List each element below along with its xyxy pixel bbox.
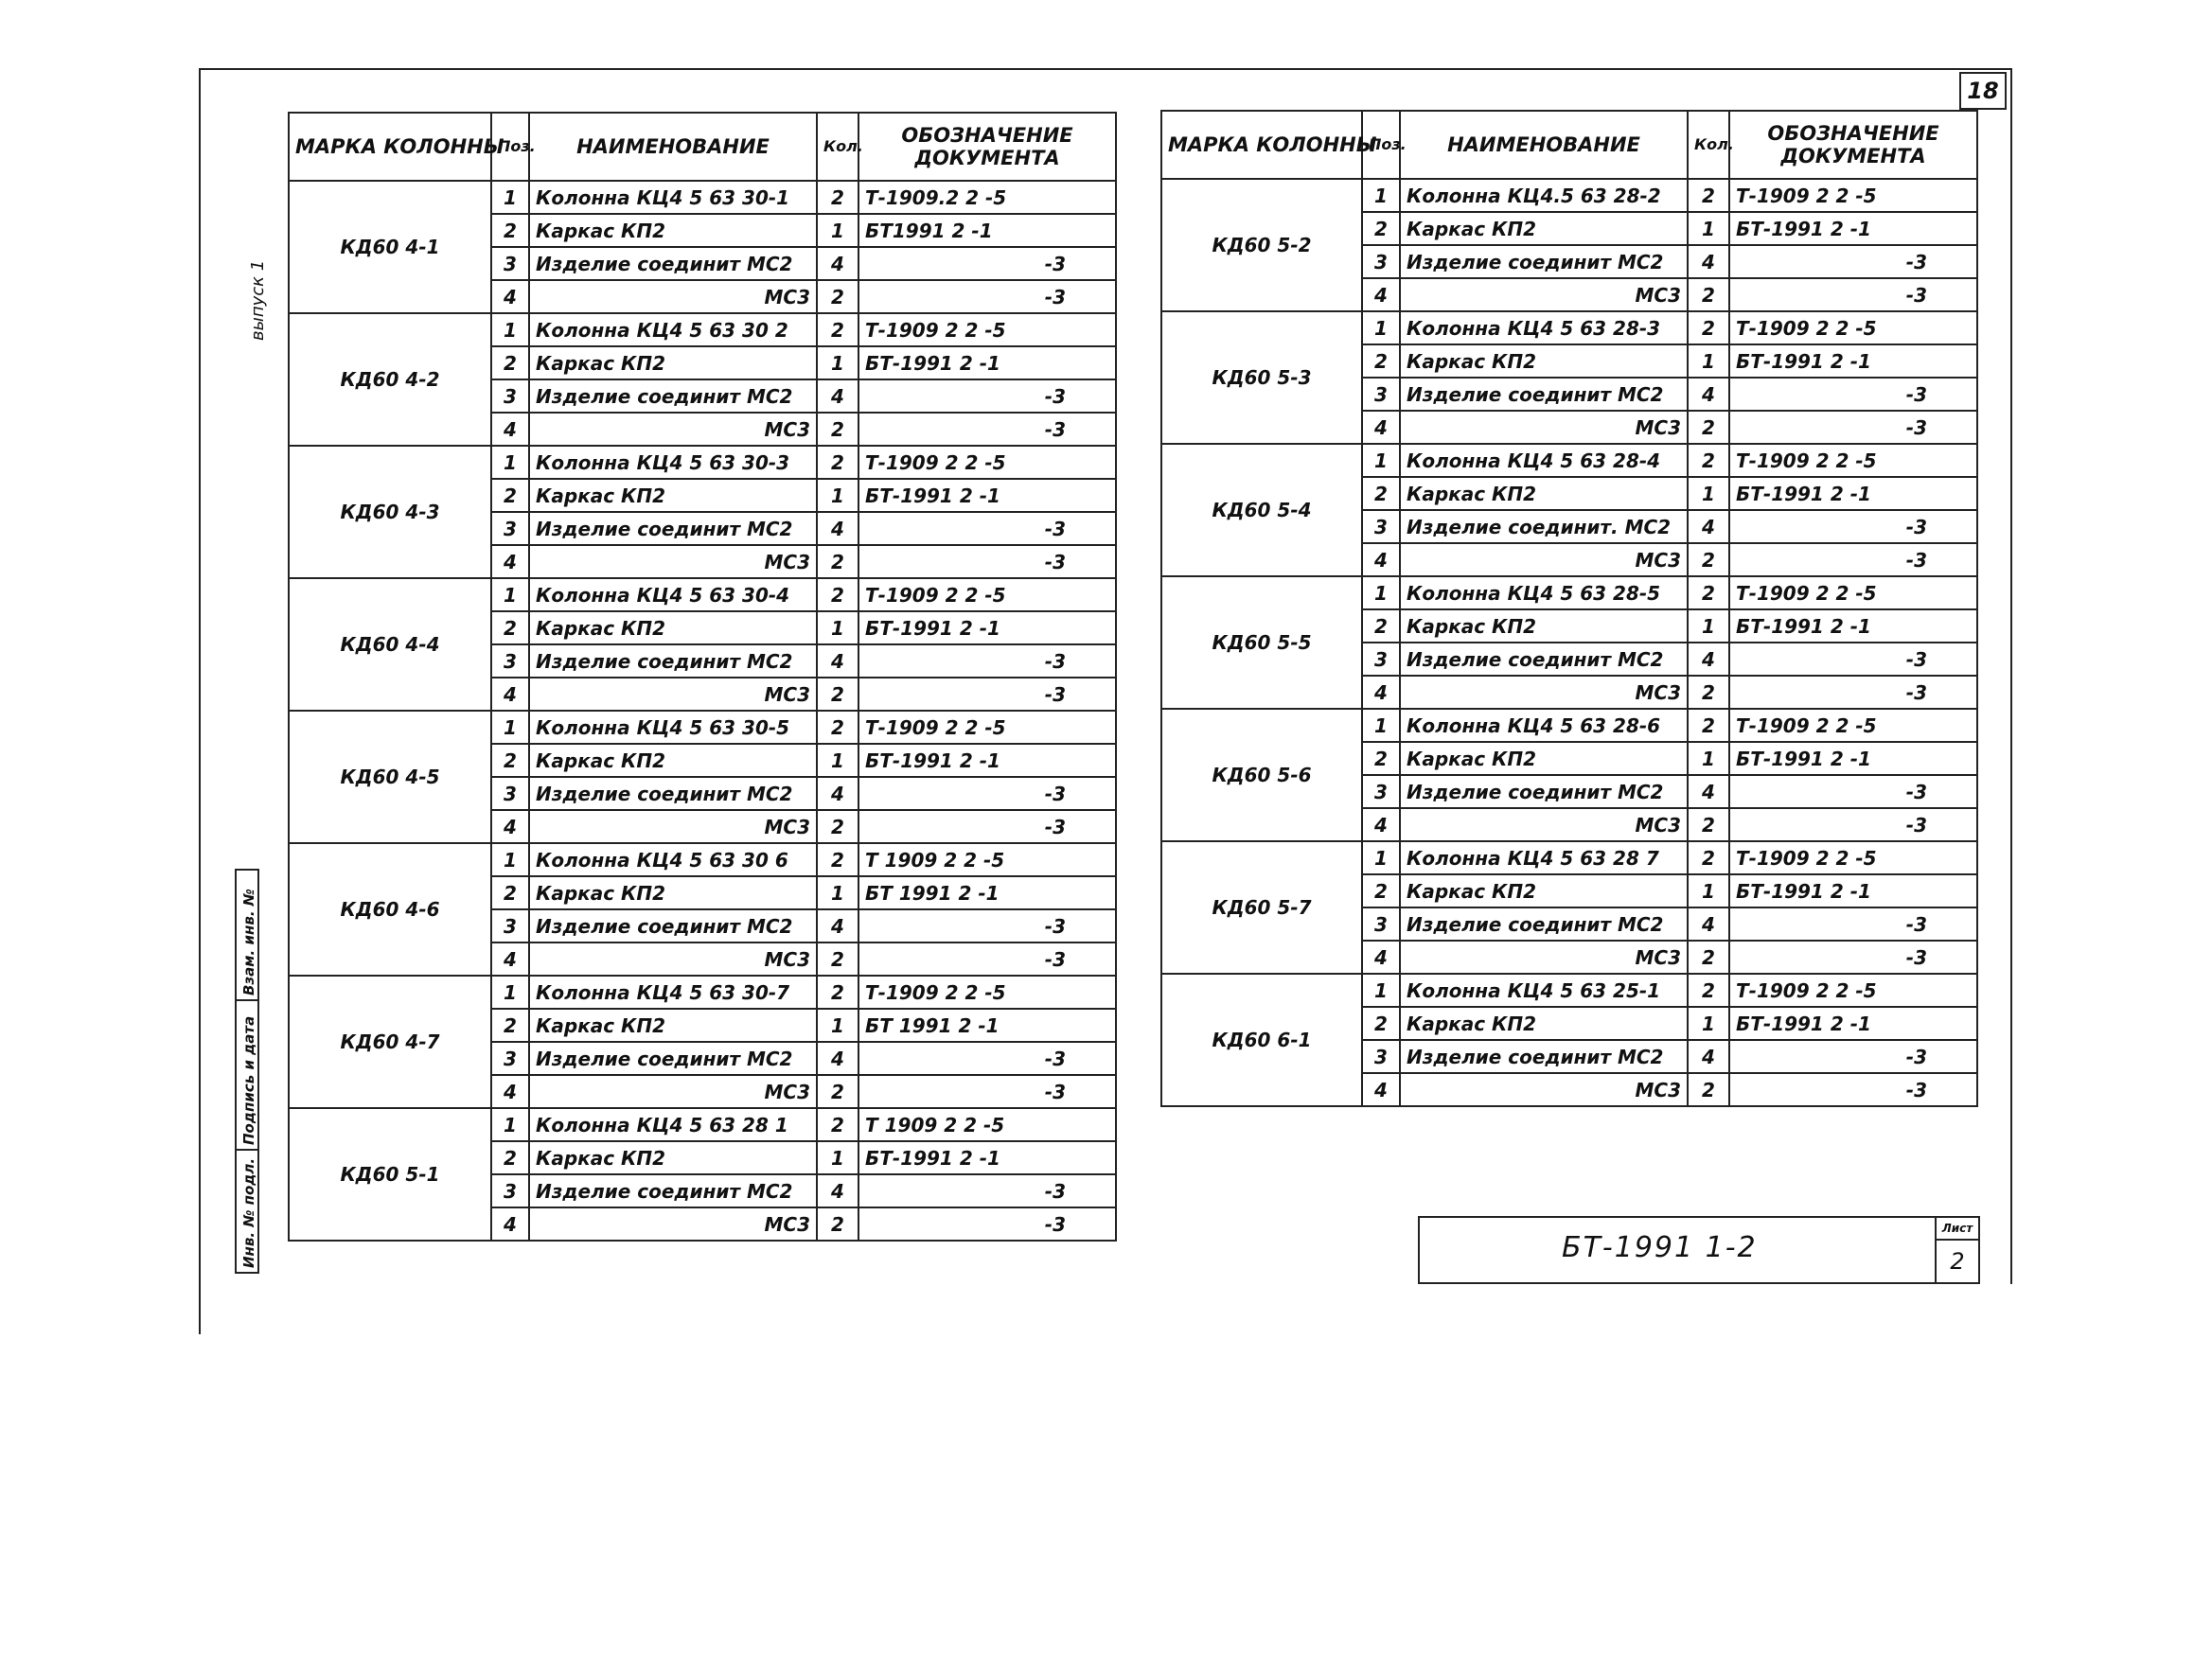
position-cell: 3 bbox=[491, 909, 529, 943]
position-cell: 2 bbox=[491, 214, 529, 247]
document-cell: -3 bbox=[858, 512, 1116, 545]
name-cell: Изделие соединит МС2 bbox=[529, 644, 817, 678]
position-cell: 4 bbox=[1362, 808, 1400, 841]
name-cell: МС3 bbox=[1400, 278, 1688, 311]
quantity-cell: 4 bbox=[1688, 775, 1729, 808]
quantity-cell: 1 bbox=[1688, 344, 1729, 378]
quantity-cell: 2 bbox=[817, 313, 858, 346]
quantity-cell: 2 bbox=[1688, 808, 1729, 841]
document-cell: -3 bbox=[1729, 543, 1977, 576]
quantity-cell: 2 bbox=[817, 181, 858, 214]
document-cell: -3 bbox=[1729, 941, 1977, 974]
document-cell: БТ 1991 2 -1 bbox=[858, 1009, 1116, 1042]
position-cell: 1 bbox=[491, 313, 529, 346]
quantity-cell: 2 bbox=[817, 578, 858, 611]
position-cell: 1 bbox=[1362, 576, 1400, 609]
name-cell: МС3 bbox=[1400, 411, 1688, 444]
quantity-cell: 1 bbox=[817, 744, 858, 777]
name-cell: Колонна КЦ4 5 63 30 6 bbox=[529, 843, 817, 876]
document-cell: -3 bbox=[858, 644, 1116, 678]
position-cell: 1 bbox=[491, 976, 529, 1009]
quantity-cell: 1 bbox=[817, 479, 858, 512]
table-row bbox=[289, 976, 1116, 1009]
position-cell: 2 bbox=[491, 1009, 529, 1042]
position-cell: 3 bbox=[1362, 1040, 1400, 1073]
quantity-cell: 4 bbox=[1688, 510, 1729, 543]
document-cell: -3 bbox=[858, 1207, 1116, 1241]
header-pos: Поз. bbox=[491, 113, 529, 181]
quantity-cell: 2 bbox=[817, 810, 858, 843]
position-cell: 2 bbox=[491, 611, 529, 644]
header-doc: ОБОЗНАЧЕНИЕ ДОКУМЕНТА bbox=[858, 113, 1116, 181]
table-row bbox=[289, 181, 1116, 214]
quantity-cell: 2 bbox=[817, 1075, 858, 1108]
stamp-cell-signature bbox=[235, 999, 259, 1151]
document-cell: -3 bbox=[1729, 775, 1977, 808]
stamp-text: Взам. инв. № bbox=[240, 889, 257, 995]
table-header-row bbox=[289, 113, 1116, 181]
name-cell: МС3 bbox=[1400, 676, 1688, 709]
document-cell: БТ-1991 2 -1 bbox=[1729, 212, 1977, 245]
position-cell: 1 bbox=[491, 578, 529, 611]
document-cell: БТ-1991 2 -1 bbox=[1729, 609, 1977, 643]
column-mark: КД60 4-7 bbox=[289, 976, 491, 1108]
quantity-cell: 2 bbox=[1688, 411, 1729, 444]
quantity-cell: 4 bbox=[817, 909, 858, 943]
quantity-cell: 2 bbox=[817, 843, 858, 876]
position-cell: 2 bbox=[491, 346, 529, 379]
table-row bbox=[289, 711, 1116, 744]
name-cell: Изделие соединит МС2 bbox=[1400, 907, 1688, 941]
header-mark: МАРКА КОЛОННЫ bbox=[289, 113, 491, 181]
quantity-cell: 4 bbox=[1688, 245, 1729, 278]
quantity-cell: 4 bbox=[817, 644, 858, 678]
document-cell: Т-1909 2 2 -5 bbox=[1729, 311, 1977, 344]
document-code: БТ-1991 1-2 bbox=[1562, 1231, 1758, 1264]
table-row bbox=[1161, 311, 1977, 344]
name-cell: Колонна КЦ4 5 63 28-6 bbox=[1400, 709, 1688, 742]
document-cell: Т-1909 2 2 -5 bbox=[1729, 444, 1977, 477]
column-mark: КД60 5-4 bbox=[1161, 444, 1362, 576]
position-cell: 4 bbox=[1362, 278, 1400, 311]
document-cell: -3 bbox=[858, 909, 1116, 943]
sheet-number: 2 bbox=[1935, 1241, 1978, 1282]
spec-table-left bbox=[288, 112, 1117, 1242]
name-cell: Колонна КЦ4.5 63 28-2 bbox=[1400, 179, 1688, 212]
name-cell: Колонна КЦ4 5 63 28 7 bbox=[1400, 841, 1688, 874]
document-cell: -3 bbox=[858, 280, 1116, 313]
column-mark: КД60 6-1 bbox=[1161, 974, 1362, 1106]
name-cell: Колонна КЦ4 5 63 30 2 bbox=[529, 313, 817, 346]
document-cell: -3 bbox=[858, 413, 1116, 446]
header-qty: Кол. bbox=[1688, 111, 1729, 179]
table-row bbox=[289, 843, 1116, 876]
name-cell: Колонна КЦ4 5 63 28 1 bbox=[529, 1108, 817, 1141]
name-cell: МС3 bbox=[1400, 941, 1688, 974]
quantity-cell: 4 bbox=[1688, 643, 1729, 676]
document-cell: БТ-1991 2 -1 bbox=[858, 1141, 1116, 1174]
document-cell: -3 bbox=[1729, 278, 1977, 311]
position-cell: 3 bbox=[1362, 510, 1400, 543]
position-cell: 2 bbox=[1362, 742, 1400, 775]
quantity-cell: 2 bbox=[817, 943, 858, 976]
frame-edge-line bbox=[199, 1282, 201, 1334]
document-cell: Т-1909 2 2 -5 bbox=[1729, 179, 1977, 212]
position-cell: 3 bbox=[491, 247, 529, 280]
document-cell: БТ-1991 2 -1 bbox=[858, 611, 1116, 644]
quantity-cell: 1 bbox=[817, 876, 858, 909]
name-cell: МС3 bbox=[1400, 543, 1688, 576]
column-mark: КД60 5-7 bbox=[1161, 841, 1362, 974]
document-cell: Т-1909 2 2 -5 bbox=[1729, 709, 1977, 742]
column-mark: КД60 4-3 bbox=[289, 446, 491, 578]
name-cell: Каркас КП2 bbox=[1400, 742, 1688, 775]
quantity-cell: 2 bbox=[1688, 278, 1729, 311]
name-cell: Каркас КП2 bbox=[529, 611, 817, 644]
name-cell: Изделие соединит МС2 bbox=[1400, 775, 1688, 808]
quantity-cell: 4 bbox=[817, 379, 858, 413]
name-cell: МС3 bbox=[529, 1075, 817, 1108]
quantity-cell: 1 bbox=[1688, 477, 1729, 510]
document-cell: БТ-1991 2 -1 bbox=[858, 346, 1116, 379]
table-header-row bbox=[1161, 111, 1977, 179]
position-cell: 1 bbox=[1362, 709, 1400, 742]
table-row bbox=[289, 578, 1116, 611]
quantity-cell: 2 bbox=[817, 1108, 858, 1141]
position-cell: 1 bbox=[1362, 841, 1400, 874]
position-cell: 1 bbox=[1362, 179, 1400, 212]
header-doc: ОБОЗНАЧЕНИЕ ДОКУМЕНТА bbox=[1729, 111, 1977, 179]
quantity-cell: 4 bbox=[1688, 1040, 1729, 1073]
stamp-text: Подпись и дата bbox=[240, 1015, 257, 1145]
document-cell: -3 bbox=[858, 247, 1116, 280]
name-cell: Колонна КЦ4 5 63 28-5 bbox=[1400, 576, 1688, 609]
name-cell: Каркас КП2 bbox=[1400, 609, 1688, 643]
quantity-cell: 1 bbox=[1688, 874, 1729, 907]
position-cell: 1 bbox=[1362, 311, 1400, 344]
page-number: 18 bbox=[1959, 72, 2007, 110]
position-cell: 4 bbox=[491, 1207, 529, 1241]
quantity-cell: 2 bbox=[1688, 444, 1729, 477]
position-cell: 1 bbox=[491, 843, 529, 876]
position-cell: 1 bbox=[491, 711, 529, 744]
name-cell: Изделие соединит МС2 bbox=[529, 379, 817, 413]
quantity-cell: 2 bbox=[1688, 841, 1729, 874]
quantity-cell: 4 bbox=[817, 1174, 858, 1207]
position-cell: 3 bbox=[491, 644, 529, 678]
name-cell: Каркас КП2 bbox=[1400, 344, 1688, 378]
name-cell: Изделие соединит МС2 bbox=[1400, 1040, 1688, 1073]
document-cell: -3 bbox=[858, 1042, 1116, 1075]
document-cell: Т-1909 2 2 -5 bbox=[858, 711, 1116, 744]
quantity-cell: 2 bbox=[1688, 576, 1729, 609]
table-row bbox=[289, 1108, 1116, 1141]
document-cell: Т-1909 2 2 -5 bbox=[858, 976, 1116, 1009]
position-cell: 4 bbox=[491, 413, 529, 446]
document-cell: БТ-1991 2 -1 bbox=[858, 479, 1116, 512]
position-cell: 1 bbox=[491, 181, 529, 214]
position-cell: 3 bbox=[491, 1042, 529, 1075]
position-cell: 2 bbox=[491, 1141, 529, 1174]
name-cell: Каркас КП2 bbox=[529, 1141, 817, 1174]
document-cell: БТ-1991 2 -1 bbox=[1729, 742, 1977, 775]
name-cell: Изделие соединит МС2 bbox=[1400, 378, 1688, 411]
position-cell: 4 bbox=[491, 810, 529, 843]
position-cell: 3 bbox=[491, 379, 529, 413]
position-cell: 2 bbox=[1362, 1007, 1400, 1040]
position-cell: 4 bbox=[491, 1075, 529, 1108]
issue-label: выпуск 1 bbox=[248, 259, 268, 341]
position-cell: 4 bbox=[1362, 941, 1400, 974]
column-mark: КД60 5-3 bbox=[1161, 311, 1362, 444]
table-row bbox=[1161, 576, 1977, 609]
name-cell: МС3 bbox=[1400, 808, 1688, 841]
quantity-cell: 2 bbox=[817, 413, 858, 446]
position-cell: 2 bbox=[1362, 477, 1400, 510]
position-cell: 3 bbox=[1362, 775, 1400, 808]
document-cell: -3 bbox=[858, 777, 1116, 810]
document-cell: -3 bbox=[858, 1075, 1116, 1108]
name-cell: Изделие соединит МС2 bbox=[529, 512, 817, 545]
name-cell: Каркас КП2 bbox=[1400, 874, 1688, 907]
position-cell: 3 bbox=[1362, 643, 1400, 676]
position-cell: 3 bbox=[1362, 245, 1400, 278]
quantity-cell: 1 bbox=[817, 346, 858, 379]
quantity-cell: 2 bbox=[1688, 676, 1729, 709]
document-cell: -3 bbox=[858, 810, 1116, 843]
quantity-cell: 4 bbox=[817, 512, 858, 545]
position-cell: 2 bbox=[1362, 609, 1400, 643]
document-cell: -3 bbox=[858, 943, 1116, 976]
quantity-cell: 1 bbox=[1688, 212, 1729, 245]
position-cell: 3 bbox=[491, 512, 529, 545]
quantity-cell: 2 bbox=[1688, 311, 1729, 344]
name-cell: Изделие соединит МС2 bbox=[1400, 643, 1688, 676]
header-mark: МАРКА КОЛОННЫ bbox=[1161, 111, 1362, 179]
document-cell: -3 bbox=[1729, 1040, 1977, 1073]
table-row bbox=[1161, 709, 1977, 742]
quantity-cell: 1 bbox=[817, 611, 858, 644]
table-row bbox=[289, 313, 1116, 346]
column-mark: КД60 4-2 bbox=[289, 313, 491, 446]
position-cell: 4 bbox=[1362, 543, 1400, 576]
name-cell: Каркас КП2 bbox=[529, 214, 817, 247]
document-cell: Т-1909 2 2 -5 bbox=[1729, 576, 1977, 609]
name-cell: Каркас КП2 bbox=[529, 876, 817, 909]
document-cell: -3 bbox=[1729, 411, 1977, 444]
name-cell: Колонна КЦ4 5 63 30-3 bbox=[529, 446, 817, 479]
name-cell: Каркас КП2 bbox=[529, 1009, 817, 1042]
quantity-cell: 2 bbox=[817, 446, 858, 479]
quantity-cell: 2 bbox=[1688, 974, 1729, 1007]
column-mark: КД60 4-1 bbox=[289, 181, 491, 313]
quantity-cell: 2 bbox=[817, 678, 858, 711]
header-name: НАИМЕНОВАНИЕ bbox=[1400, 111, 1688, 179]
stamp-cell-inventory bbox=[235, 1149, 259, 1274]
position-cell: 2 bbox=[491, 479, 529, 512]
position-cell: 4 bbox=[491, 545, 529, 578]
quantity-cell: 1 bbox=[1688, 742, 1729, 775]
name-cell: Колонна КЦ4 5 63 30-7 bbox=[529, 976, 817, 1009]
name-cell: МС3 bbox=[529, 280, 817, 313]
table-row bbox=[289, 446, 1116, 479]
quantity-cell: 1 bbox=[817, 1009, 858, 1042]
name-cell: МС3 bbox=[529, 810, 817, 843]
approval-stamp-strip bbox=[235, 869, 284, 1276]
name-cell: Изделие соединит МС2 bbox=[529, 247, 817, 280]
position-cell: 2 bbox=[1362, 874, 1400, 907]
quantity-cell: 4 bbox=[817, 777, 858, 810]
quantity-cell: 4 bbox=[817, 247, 858, 280]
header-name: НАИМЕНОВАНИЕ bbox=[529, 113, 817, 181]
quantity-cell: 2 bbox=[817, 545, 858, 578]
position-cell: 3 bbox=[491, 777, 529, 810]
table-row bbox=[1161, 841, 1977, 874]
position-cell: 4 bbox=[491, 280, 529, 313]
document-cell: Т-1909.2 2 -5 bbox=[858, 181, 1116, 214]
column-mark: КД60 5-1 bbox=[289, 1108, 491, 1241]
quantity-cell: 1 bbox=[1688, 609, 1729, 643]
name-cell: Колонна КЦ4 5 63 30-5 bbox=[529, 711, 817, 744]
position-cell: 3 bbox=[1362, 378, 1400, 411]
quantity-cell: 2 bbox=[1688, 709, 1729, 742]
name-cell: МС3 bbox=[529, 943, 817, 976]
name-cell: Каркас КП2 bbox=[1400, 212, 1688, 245]
header-pos: Поз. bbox=[1362, 111, 1400, 179]
position-cell: 3 bbox=[1362, 907, 1400, 941]
name-cell: МС3 bbox=[529, 678, 817, 711]
document-cell: -3 bbox=[1729, 245, 1977, 278]
table-row bbox=[1161, 444, 1977, 477]
name-cell: Изделие соединит. МС2 bbox=[1400, 510, 1688, 543]
sheet-label: Лист bbox=[1935, 1218, 1978, 1241]
quantity-cell: 2 bbox=[817, 1207, 858, 1241]
position-cell: 2 bbox=[491, 744, 529, 777]
position-cell: 4 bbox=[491, 943, 529, 976]
quantity-cell: 4 bbox=[1688, 907, 1729, 941]
document-cell: -3 bbox=[1729, 808, 1977, 841]
document-cell: БТ 1991 2 -1 bbox=[858, 876, 1116, 909]
position-cell: 4 bbox=[491, 678, 529, 711]
document-cell: Т-1909 2 2 -5 bbox=[858, 446, 1116, 479]
document-cell: -3 bbox=[1729, 643, 1977, 676]
quantity-cell: 2 bbox=[817, 976, 858, 1009]
document-cell: БТ-1991 2 -1 bbox=[858, 744, 1116, 777]
column-mark: КД60 5-5 bbox=[1161, 576, 1362, 709]
column-mark: КД60 5-6 bbox=[1161, 709, 1362, 841]
column-mark: КД60 4-5 bbox=[289, 711, 491, 843]
document-cell: -3 bbox=[858, 379, 1116, 413]
name-cell: МС3 bbox=[529, 545, 817, 578]
quantity-cell: 2 bbox=[817, 711, 858, 744]
document-cell: Т-1909 2 2 -5 bbox=[858, 578, 1116, 611]
position-cell: 4 bbox=[1362, 676, 1400, 709]
name-cell: Колонна КЦ4 5 63 25-1 bbox=[1400, 974, 1688, 1007]
position-cell: 2 bbox=[491, 876, 529, 909]
name-cell: Изделие соединит МС2 bbox=[529, 909, 817, 943]
position-cell: 4 bbox=[1362, 1073, 1400, 1106]
name-cell: Каркас КП2 bbox=[529, 744, 817, 777]
position-cell: 1 bbox=[1362, 974, 1400, 1007]
name-cell: Изделие соединит МС2 bbox=[529, 777, 817, 810]
quantity-cell: 2 bbox=[1688, 543, 1729, 576]
name-cell: Каркас КП2 bbox=[529, 479, 817, 512]
position-cell: 3 bbox=[491, 1174, 529, 1207]
position-cell: 1 bbox=[491, 1108, 529, 1141]
quantity-cell: 4 bbox=[817, 1042, 858, 1075]
document-cell: Т 1909 2 2 -5 bbox=[858, 1108, 1116, 1141]
document-cell: -3 bbox=[858, 1174, 1116, 1207]
name-cell: Каркас КП2 bbox=[1400, 477, 1688, 510]
document-cell: БТ-1991 2 -1 bbox=[1729, 344, 1977, 378]
stamp-cell-replacement bbox=[235, 869, 259, 1001]
header-qty: Кол. bbox=[817, 113, 858, 181]
document-cell: -3 bbox=[1729, 378, 1977, 411]
quantity-cell: 2 bbox=[817, 280, 858, 313]
quantity-cell: 1 bbox=[1688, 1007, 1729, 1040]
quantity-cell: 2 bbox=[1688, 1073, 1729, 1106]
name-cell: Колонна КЦ4 5 63 28-3 bbox=[1400, 311, 1688, 344]
document-cell: -3 bbox=[1729, 676, 1977, 709]
name-cell: Изделие соединит МС2 bbox=[1400, 245, 1688, 278]
quantity-cell: 1 bbox=[817, 214, 858, 247]
document-cell: -3 bbox=[858, 545, 1116, 578]
document-cell: -3 bbox=[858, 678, 1116, 711]
quantity-cell: 2 bbox=[1688, 179, 1729, 212]
spec-table-right bbox=[1160, 110, 1978, 1107]
column-mark: КД60 4-6 bbox=[289, 843, 491, 976]
stamp-text: Инв. № подл. bbox=[240, 1157, 257, 1268]
title-block bbox=[1418, 1216, 1980, 1284]
name-cell: Колонна КЦ4 5 63 30-1 bbox=[529, 181, 817, 214]
quantity-cell: 1 bbox=[817, 1141, 858, 1174]
document-cell: Т-1909 2 2 -5 bbox=[1729, 974, 1977, 1007]
document-cell: Т 1909 2 2 -5 bbox=[858, 843, 1116, 876]
name-cell: Изделие соединит МС2 bbox=[529, 1042, 817, 1075]
position-cell: 1 bbox=[491, 446, 529, 479]
document-cell: -3 bbox=[1729, 510, 1977, 543]
name-cell: Колонна КЦ4 5 63 30-4 bbox=[529, 578, 817, 611]
column-mark: КД60 4-4 bbox=[289, 578, 491, 711]
column-mark: КД60 5-2 bbox=[1161, 179, 1362, 311]
name-cell: Изделие соединит МС2 bbox=[529, 1174, 817, 1207]
name-cell: Каркас КП2 bbox=[529, 346, 817, 379]
table-row bbox=[1161, 179, 1977, 212]
position-cell: 2 bbox=[1362, 212, 1400, 245]
document-cell: Т-1909 2 2 -5 bbox=[1729, 841, 1977, 874]
document-cell: -3 bbox=[1729, 1073, 1977, 1106]
name-cell: Каркас КП2 bbox=[1400, 1007, 1688, 1040]
name-cell: МС3 bbox=[529, 1207, 817, 1241]
document-cell: БТ1991 2 -1 bbox=[858, 214, 1116, 247]
document-cell: БТ-1991 2 -1 bbox=[1729, 1007, 1977, 1040]
document-cell: БТ-1991 2 -1 bbox=[1729, 477, 1977, 510]
name-cell: Колонна КЦ4 5 63 28-4 bbox=[1400, 444, 1688, 477]
document-cell: Т-1909 2 2 -5 bbox=[858, 313, 1116, 346]
name-cell: МС3 bbox=[529, 413, 817, 446]
table-row bbox=[1161, 974, 1977, 1007]
name-cell: МС3 bbox=[1400, 1073, 1688, 1106]
document-cell: БТ-1991 2 -1 bbox=[1729, 874, 1977, 907]
quantity-cell: 2 bbox=[1688, 941, 1729, 974]
quantity-cell: 4 bbox=[1688, 378, 1729, 411]
position-cell: 1 bbox=[1362, 444, 1400, 477]
document-cell: -3 bbox=[1729, 907, 1977, 941]
position-cell: 4 bbox=[1362, 411, 1400, 444]
position-cell: 2 bbox=[1362, 344, 1400, 378]
